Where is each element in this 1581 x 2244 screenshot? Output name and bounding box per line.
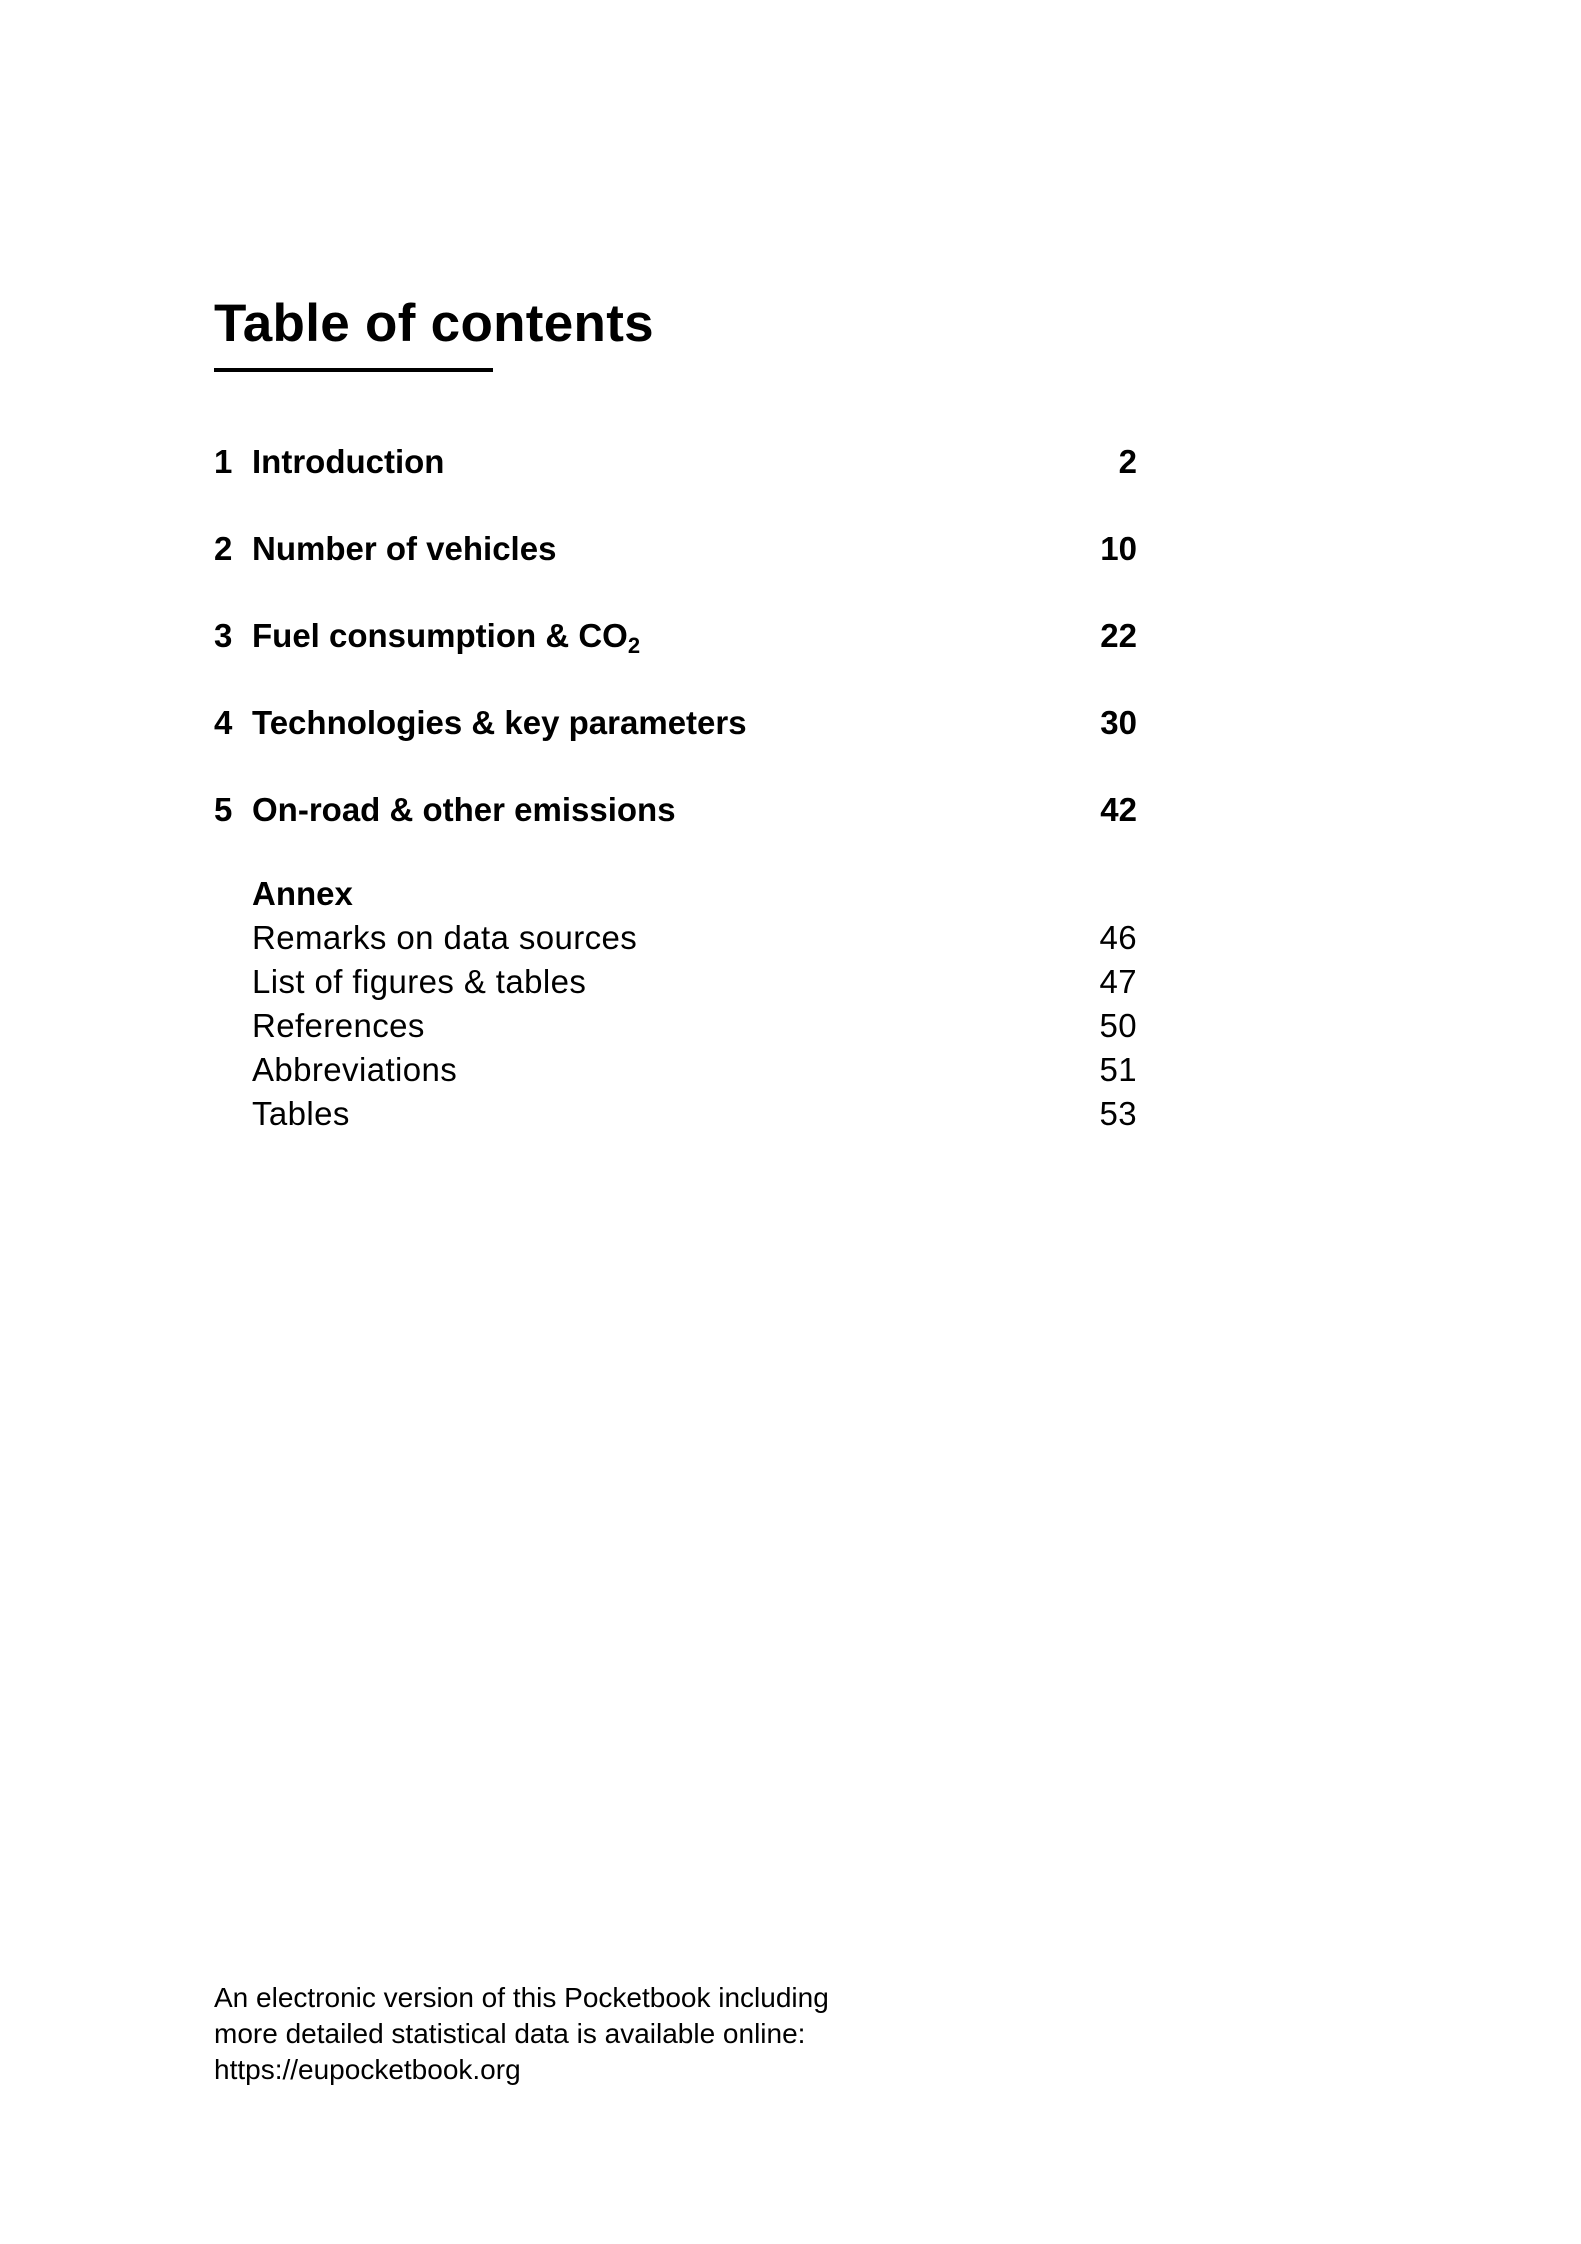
toc-entry-introduction[interactable] <box>214 440 1137 484</box>
website-link[interactable]: https://eupocketbook.org <box>214 2054 521 2085</box>
chapter-label: Technologies & key parameters <box>252 704 747 741</box>
toc-entry-technologies[interactable] <box>214 701 1137 745</box>
annex-item-page-number: 47 <box>1099 963 1137 1000</box>
title-underline <box>214 368 493 372</box>
annex-item-page-number: 51 <box>1099 1051 1137 1088</box>
chapter-label <box>252 614 640 658</box>
toc-entry-references[interactable] <box>252 1004 1137 1048</box>
toc-entry-list-of-figures[interactable] <box>252 960 1137 1004</box>
annex-item-label: Remarks on data sources <box>252 919 638 956</box>
chapter-label-subscript: 2 <box>627 633 641 658</box>
annex-heading: Annex <box>252 875 353 912</box>
annex-item-page-number: 50 <box>1099 1007 1137 1044</box>
toc-entry-number-of-vehicles[interactable] <box>214 527 1137 571</box>
toc-entry-remarks-on-data-sources[interactable] <box>252 916 1137 960</box>
toc-entry-tables[interactable] <box>252 1092 1137 1136</box>
toc-entry-fuel-consumption[interactable] <box>214 614 1137 658</box>
chapter-page-number: 42 <box>1100 791 1137 828</box>
toc-entry-abbreviations[interactable] <box>252 1048 1137 1092</box>
chapter-number: 5 <box>214 791 233 828</box>
chapter-label: On-road & other emissions <box>252 791 676 828</box>
toc-entry-on-road-emissions[interactable] <box>214 788 1137 832</box>
chapter-page-number: 2 <box>1118 443 1137 480</box>
chapter-label: Number of vehicles <box>252 530 557 567</box>
chapter-number: 1 <box>214 443 233 480</box>
chapter-page-number: 22 <box>1100 617 1137 654</box>
note-line: An electronic version of this Pocketbook including <box>214 1982 829 2013</box>
annex-item-page-number: 46 <box>1099 919 1137 956</box>
chapter-number: 2 <box>214 530 233 567</box>
chapter-number: 3 <box>214 617 233 654</box>
chapter-number: 4 <box>214 704 233 741</box>
annex-item-label: References <box>252 1007 425 1044</box>
online-version-note <box>214 1980 974 2088</box>
annex-item-label: Abbreviations <box>252 1051 458 1088</box>
chapter-page-number: 30 <box>1100 704 1137 741</box>
annex-item-label: Tables <box>252 1095 350 1132</box>
chapter-label: Introduction <box>252 443 445 480</box>
annex-item-label: List of figures & tables <box>252 963 587 1000</box>
note-line: more detailed statistical data is available online: <box>214 2018 806 2049</box>
page-title: Table of contents <box>214 294 654 353</box>
chapter-page-number: 10 <box>1100 530 1137 567</box>
annex-item-page-number: 53 <box>1099 1095 1137 1132</box>
chapter-label-text: Fuel consumption & CO <box>252 617 628 654</box>
